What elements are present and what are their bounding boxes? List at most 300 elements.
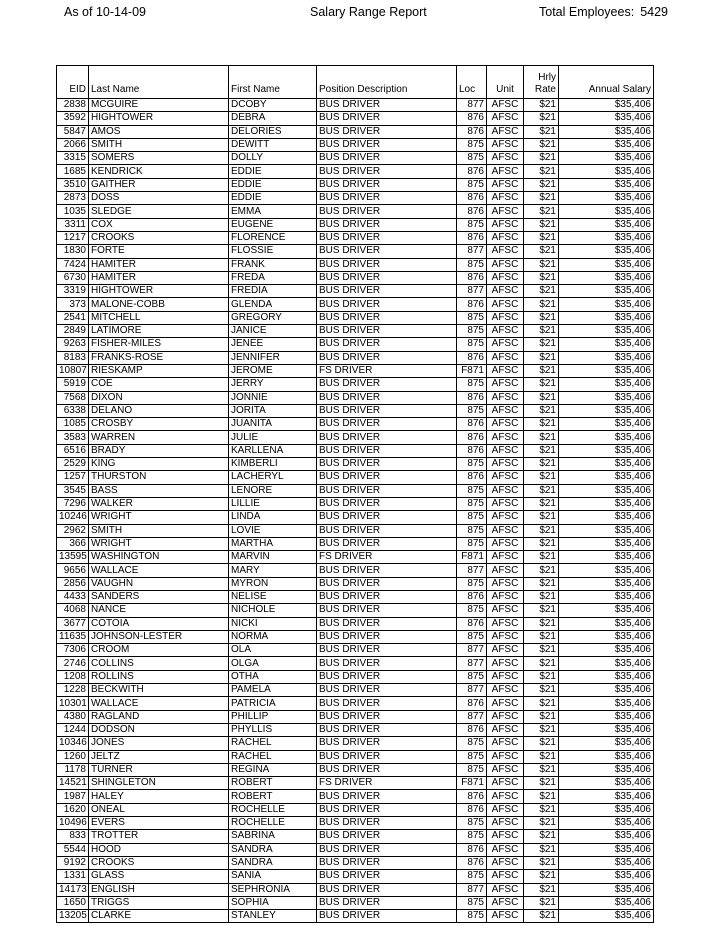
- cell-first-name: GREGORY: [229, 311, 317, 324]
- cell-rate: $21: [524, 138, 559, 151]
- cell-loc: 875: [457, 830, 487, 843]
- cell-salary: $35,406: [559, 125, 654, 138]
- cell-rate: $21: [524, 165, 559, 178]
- cell-first-name: FREDA: [229, 271, 317, 284]
- cell-first-name: JERRY: [229, 378, 317, 391]
- cell-eid: 7296: [57, 497, 89, 510]
- cell-position: BUS DRIVER: [317, 431, 457, 444]
- cell-unit: AFSC: [487, 763, 524, 776]
- cell-loc: F871: [457, 777, 487, 790]
- cell-eid: 1331: [57, 870, 89, 883]
- table-row: [57, 657, 654, 670]
- table-row: [57, 670, 654, 683]
- table-row: [57, 617, 654, 630]
- cell-loc: 877: [457, 644, 487, 657]
- table-row: [57, 684, 654, 697]
- table-row: [57, 231, 654, 244]
- cell-loc: 877: [457, 684, 487, 697]
- cell-last-name: SMITH: [89, 524, 229, 537]
- cell-eid: 13595: [57, 551, 89, 564]
- cell-salary: $35,406: [559, 537, 654, 550]
- cell-last-name: THURSTON: [89, 471, 229, 484]
- cell-eid: 4068: [57, 604, 89, 617]
- cell-last-name: DODSON: [89, 723, 229, 736]
- cell-last-name: LATIMORE: [89, 325, 229, 338]
- table-row: [57, 843, 654, 856]
- cell-rate: $21: [524, 484, 559, 497]
- cell-position: BUS DRIVER: [317, 644, 457, 657]
- cell-last-name: BASS: [89, 484, 229, 497]
- cell-first-name: JENNIFER: [229, 351, 317, 364]
- cell-eid: 2856: [57, 577, 89, 590]
- cell-salary: $35,406: [559, 737, 654, 750]
- cell-position: BUS DRIVER: [317, 444, 457, 457]
- col-header-position: Position Description: [317, 66, 457, 99]
- cell-unit: AFSC: [487, 777, 524, 790]
- cell-position: BUS DRIVER: [317, 497, 457, 510]
- cell-first-name: NICHOLE: [229, 604, 317, 617]
- cell-unit: AFSC: [487, 737, 524, 750]
- cell-last-name: VAUGHN: [89, 577, 229, 590]
- table-row: [57, 471, 654, 484]
- table-row: [57, 537, 654, 550]
- col-header-rate-line2: Rate: [534, 84, 556, 95]
- cell-last-name: DELANO: [89, 404, 229, 417]
- cell-eid: 2849: [57, 325, 89, 338]
- cell-unit: AFSC: [487, 617, 524, 630]
- table-row: [57, 484, 654, 497]
- cell-last-name: FRANKS-ROSE: [89, 351, 229, 364]
- cell-eid: 14173: [57, 883, 89, 896]
- cell-unit: AFSC: [487, 817, 524, 830]
- table-row: [57, 511, 654, 524]
- cell-salary: $35,406: [559, 404, 654, 417]
- cell-first-name: JUANITA: [229, 418, 317, 431]
- cell-loc: 875: [457, 311, 487, 324]
- cell-rate: $21: [524, 644, 559, 657]
- col-header-salary: Annual Salary: [559, 66, 654, 99]
- cell-eid: 6338: [57, 404, 89, 417]
- cell-rate: $21: [524, 125, 559, 138]
- cell-eid: 2873: [57, 192, 89, 205]
- col-header-rate: [524, 66, 559, 99]
- cell-salary: $35,406: [559, 351, 654, 364]
- cell-loc: 876: [457, 271, 487, 284]
- cell-loc: 876: [457, 165, 487, 178]
- cell-last-name: KENDRICK: [89, 165, 229, 178]
- cell-first-name: PAMELA: [229, 684, 317, 697]
- cell-loc: 875: [457, 218, 487, 231]
- cell-position: BUS DRIVER: [317, 418, 457, 431]
- cell-loc: 876: [457, 125, 487, 138]
- cell-first-name: EUGENE: [229, 218, 317, 231]
- cell-loc: 875: [457, 497, 487, 510]
- cell-loc: 875: [457, 325, 487, 338]
- cell-first-name: ROBERT: [229, 790, 317, 803]
- cell-unit: AFSC: [487, 471, 524, 484]
- cell-first-name: NICKI: [229, 617, 317, 630]
- cell-first-name: JONNIE: [229, 391, 317, 404]
- table-row: [57, 777, 654, 790]
- cell-rate: $21: [524, 856, 559, 869]
- cell-last-name: JELTZ: [89, 750, 229, 763]
- cell-position: BUS DRIVER: [317, 604, 457, 617]
- table-row: [57, 391, 654, 404]
- cell-position: BUS DRIVER: [317, 723, 457, 736]
- cell-loc: 875: [457, 338, 487, 351]
- cell-unit: AFSC: [487, 750, 524, 763]
- cell-eid: 4433: [57, 590, 89, 603]
- cell-rate: $21: [524, 404, 559, 417]
- cell-rate: $21: [524, 670, 559, 683]
- cell-last-name: NANCE: [89, 604, 229, 617]
- cell-last-name: HIGHTOWER: [89, 285, 229, 298]
- cell-last-name: DIXON: [89, 391, 229, 404]
- cell-loc: 875: [457, 870, 487, 883]
- cell-unit: AFSC: [487, 590, 524, 603]
- cell-salary: $35,406: [559, 458, 654, 471]
- cell-eid: 6730: [57, 271, 89, 284]
- cell-eid: 3677: [57, 617, 89, 630]
- cell-unit: AFSC: [487, 524, 524, 537]
- cell-salary: $35,406: [559, 710, 654, 723]
- cell-loc: 876: [457, 444, 487, 457]
- cell-first-name: OLA: [229, 644, 317, 657]
- cell-loc: 876: [457, 843, 487, 856]
- cell-first-name: EDDIE: [229, 165, 317, 178]
- cell-position: BUS DRIVER: [317, 577, 457, 590]
- cell-unit: AFSC: [487, 205, 524, 218]
- cell-first-name: MYRON: [229, 577, 317, 590]
- cell-position: BUS DRIVER: [317, 125, 457, 138]
- cell-rate: $21: [524, 311, 559, 324]
- cell-position: BUS DRIVER: [317, 910, 457, 923]
- cell-loc: 875: [457, 178, 487, 191]
- cell-unit: AFSC: [487, 537, 524, 550]
- cell-rate: $21: [524, 870, 559, 883]
- cell-rate: $21: [524, 630, 559, 643]
- table-row: [57, 311, 654, 324]
- cell-last-name: CROOM: [89, 644, 229, 657]
- cell-position: FS DRIVER: [317, 551, 457, 564]
- cell-first-name: DELORIES: [229, 125, 317, 138]
- cell-salary: $35,406: [559, 112, 654, 125]
- cell-rate: $21: [524, 245, 559, 258]
- cell-unit: AFSC: [487, 697, 524, 710]
- cell-unit: AFSC: [487, 604, 524, 617]
- cell-rate: $21: [524, 378, 559, 391]
- cell-loc: 877: [457, 657, 487, 670]
- cell-unit: AFSC: [487, 843, 524, 856]
- cell-salary: $35,406: [559, 418, 654, 431]
- cell-rate: $21: [524, 364, 559, 377]
- cell-eid: 373: [57, 298, 89, 311]
- cell-unit: AFSC: [487, 870, 524, 883]
- cell-loc: 877: [457, 564, 487, 577]
- cell-eid: 833: [57, 830, 89, 843]
- cell-salary: $35,406: [559, 205, 654, 218]
- cell-loc: 876: [457, 112, 487, 125]
- cell-rate: $21: [524, 497, 559, 510]
- cell-first-name: DOLLY: [229, 152, 317, 165]
- cell-eid: 1228: [57, 684, 89, 697]
- cell-rate: $21: [524, 218, 559, 231]
- cell-eid: 7306: [57, 644, 89, 657]
- cell-position: BUS DRIVER: [317, 99, 457, 112]
- cell-rate: $21: [524, 205, 559, 218]
- cell-unit: AFSC: [487, 564, 524, 577]
- cell-loc: 876: [457, 351, 487, 364]
- table-row: [57, 750, 654, 763]
- cell-eid: 10496: [57, 817, 89, 830]
- table-row: [57, 298, 654, 311]
- cell-salary: $35,406: [559, 524, 654, 537]
- table-row: [57, 697, 654, 710]
- cell-last-name: JOHNSON-LESTER: [89, 630, 229, 643]
- cell-loc: 875: [457, 484, 487, 497]
- table-row: [57, 524, 654, 537]
- cell-unit: AFSC: [487, 245, 524, 258]
- cell-eid: 10807: [57, 364, 89, 377]
- cell-loc: 876: [457, 231, 487, 244]
- cell-eid: 5919: [57, 378, 89, 391]
- table-header-row: [57, 66, 654, 99]
- cell-salary: $35,406: [559, 790, 654, 803]
- cell-salary: $35,406: [559, 910, 654, 923]
- cell-unit: AFSC: [487, 325, 524, 338]
- cell-position: BUS DRIVER: [317, 138, 457, 151]
- table-row: [57, 99, 654, 112]
- cell-eid: 9192: [57, 856, 89, 869]
- cell-salary: $35,406: [559, 896, 654, 909]
- table-row: [57, 404, 654, 417]
- cell-first-name: PATRICIA: [229, 697, 317, 710]
- cell-rate: $21: [524, 723, 559, 736]
- cell-salary: $35,406: [559, 138, 654, 151]
- cell-salary: $35,406: [559, 657, 654, 670]
- cell-rate: $21: [524, 152, 559, 165]
- cell-salary: $35,406: [559, 298, 654, 311]
- cell-rate: $21: [524, 471, 559, 484]
- cell-last-name: COTOIA: [89, 617, 229, 630]
- cell-salary: $35,406: [559, 684, 654, 697]
- cell-position: BUS DRIVER: [317, 896, 457, 909]
- cell-last-name: BRADY: [89, 444, 229, 457]
- cell-eid: 2529: [57, 458, 89, 471]
- cell-eid: 2541: [57, 311, 89, 324]
- cell-first-name: MARY: [229, 564, 317, 577]
- cell-position: BUS DRIVER: [317, 684, 457, 697]
- cell-loc: 875: [457, 404, 487, 417]
- cell-eid: 1987: [57, 790, 89, 803]
- cell-position: BUS DRIVER: [317, 670, 457, 683]
- cell-unit: AFSC: [487, 138, 524, 151]
- cell-eid: 3311: [57, 218, 89, 231]
- cell-last-name: MCGUIRE: [89, 99, 229, 112]
- cell-first-name: NELISE: [229, 590, 317, 603]
- cell-last-name: WALLACE: [89, 564, 229, 577]
- cell-eid: 3583: [57, 431, 89, 444]
- table-row: [57, 112, 654, 125]
- cell-last-name: COX: [89, 218, 229, 231]
- cell-unit: AFSC: [487, 830, 524, 843]
- cell-rate: $21: [524, 271, 559, 284]
- cell-position: BUS DRIVER: [317, 484, 457, 497]
- cell-eid: 9263: [57, 338, 89, 351]
- cell-position: BUS DRIVER: [317, 564, 457, 577]
- cell-rate: $21: [524, 511, 559, 524]
- cell-last-name: KING: [89, 458, 229, 471]
- cell-salary: $35,406: [559, 218, 654, 231]
- cell-first-name: PHYLLIS: [229, 723, 317, 736]
- cell-first-name: SANDRA: [229, 843, 317, 856]
- table-row: [57, 870, 654, 883]
- cell-salary: $35,406: [559, 391, 654, 404]
- cell-salary: $35,406: [559, 697, 654, 710]
- cell-last-name: WALLACE: [89, 697, 229, 710]
- cell-rate: $21: [524, 458, 559, 471]
- cell-first-name: JORITA: [229, 404, 317, 417]
- cell-unit: AFSC: [487, 723, 524, 736]
- cell-position: BUS DRIVER: [317, 803, 457, 816]
- cell-last-name: ONEAL: [89, 803, 229, 816]
- cell-unit: AFSC: [487, 444, 524, 457]
- cell-salary: $35,406: [559, 590, 654, 603]
- cell-last-name: COE: [89, 378, 229, 391]
- cell-rate: $21: [524, 697, 559, 710]
- cell-loc: 875: [457, 670, 487, 683]
- cell-last-name: FISHER-MILES: [89, 338, 229, 351]
- cell-position: BUS DRIVER: [317, 763, 457, 776]
- cell-rate: $21: [524, 910, 559, 923]
- cell-position: BUS DRIVER: [317, 205, 457, 218]
- table-row: [57, 431, 654, 444]
- table-row: [57, 378, 654, 391]
- cell-position: BUS DRIVER: [317, 311, 457, 324]
- cell-position: BUS DRIVER: [317, 351, 457, 364]
- cell-first-name: EDDIE: [229, 178, 317, 191]
- cell-rate: $21: [524, 737, 559, 750]
- cell-salary: $35,406: [559, 617, 654, 630]
- cell-unit: AFSC: [487, 152, 524, 165]
- cell-first-name: ROBERT: [229, 777, 317, 790]
- cell-salary: $35,406: [559, 551, 654, 564]
- cell-last-name: RIESKAMP: [89, 364, 229, 377]
- cell-rate: $21: [524, 617, 559, 630]
- cell-last-name: JONES: [89, 737, 229, 750]
- cell-eid: 10346: [57, 737, 89, 750]
- cell-first-name: ROCHELLE: [229, 803, 317, 816]
- cell-last-name: COLLINS: [89, 657, 229, 670]
- table-row: [57, 178, 654, 191]
- cell-position: BUS DRIVER: [317, 391, 457, 404]
- cell-loc: 877: [457, 245, 487, 258]
- cell-unit: AFSC: [487, 418, 524, 431]
- cell-eid: 1260: [57, 750, 89, 763]
- cell-loc: 875: [457, 524, 487, 537]
- cell-salary: $35,406: [559, 285, 654, 298]
- cell-loc: 875: [457, 537, 487, 550]
- cell-first-name: MARTHA: [229, 537, 317, 550]
- cell-eid: 5544: [57, 843, 89, 856]
- table-row: [57, 285, 654, 298]
- cell-loc: 875: [457, 817, 487, 830]
- cell-salary: $35,406: [559, 484, 654, 497]
- cell-loc: 876: [457, 856, 487, 869]
- cell-first-name: EDDIE: [229, 192, 317, 205]
- cell-rate: $21: [524, 285, 559, 298]
- cell-first-name: SOPHIA: [229, 896, 317, 909]
- cell-rate: $21: [524, 577, 559, 590]
- cell-position: BUS DRIVER: [317, 710, 457, 723]
- cell-loc: 877: [457, 710, 487, 723]
- table-row: [57, 883, 654, 896]
- cell-last-name: WASHINGTON: [89, 551, 229, 564]
- cell-eid: 2838: [57, 99, 89, 112]
- cell-unit: AFSC: [487, 856, 524, 869]
- cell-last-name: GAITHER: [89, 178, 229, 191]
- table-row: [57, 590, 654, 603]
- cell-rate: $21: [524, 325, 559, 338]
- cell-unit: AFSC: [487, 670, 524, 683]
- cell-salary: $35,406: [559, 152, 654, 165]
- cell-loc: 876: [457, 590, 487, 603]
- table-row: [57, 338, 654, 351]
- cell-last-name: SLEDGE: [89, 205, 229, 218]
- cell-loc: 875: [457, 896, 487, 909]
- cell-last-name: FORTE: [89, 245, 229, 258]
- cell-rate: $21: [524, 391, 559, 404]
- cell-unit: AFSC: [487, 630, 524, 643]
- cell-last-name: CLARKE: [89, 910, 229, 923]
- cell-unit: AFSC: [487, 790, 524, 803]
- table-row: [57, 910, 654, 923]
- cell-first-name: ROCHELLE: [229, 817, 317, 830]
- cell-last-name: TURNER: [89, 763, 229, 776]
- cell-position: BUS DRIVER: [317, 218, 457, 231]
- cell-loc: 875: [457, 750, 487, 763]
- cell-first-name: JULIE: [229, 431, 317, 444]
- cell-salary: $35,406: [559, 763, 654, 776]
- cell-position: BUS DRIVER: [317, 817, 457, 830]
- table-row: [57, 245, 654, 258]
- cell-eid: 3319: [57, 285, 89, 298]
- cell-position: BUS DRIVER: [317, 258, 457, 271]
- cell-position: BUS DRIVER: [317, 245, 457, 258]
- cell-eid: 7568: [57, 391, 89, 404]
- cell-position: BUS DRIVER: [317, 617, 457, 630]
- table-row: [57, 418, 654, 431]
- cell-unit: AFSC: [487, 271, 524, 284]
- cell-salary: $35,406: [559, 165, 654, 178]
- cell-loc: 876: [457, 418, 487, 431]
- cell-salary: $35,406: [559, 192, 654, 205]
- cell-unit: AFSC: [487, 896, 524, 909]
- cell-position: BUS DRIVER: [317, 112, 457, 125]
- cell-salary: $35,406: [559, 258, 654, 271]
- cell-loc: 876: [457, 697, 487, 710]
- cell-last-name: CROOKS: [89, 231, 229, 244]
- cell-position: BUS DRIVER: [317, 378, 457, 391]
- cell-loc: 875: [457, 511, 487, 524]
- cell-eid: 1650: [57, 896, 89, 909]
- cell-eid: 1217: [57, 231, 89, 244]
- cell-first-name: OLGA: [229, 657, 317, 670]
- cell-first-name: DEBRA: [229, 112, 317, 125]
- cell-first-name: KIMBERLI: [229, 458, 317, 471]
- cell-salary: $35,406: [559, 843, 654, 856]
- cell-rate: $21: [524, 444, 559, 457]
